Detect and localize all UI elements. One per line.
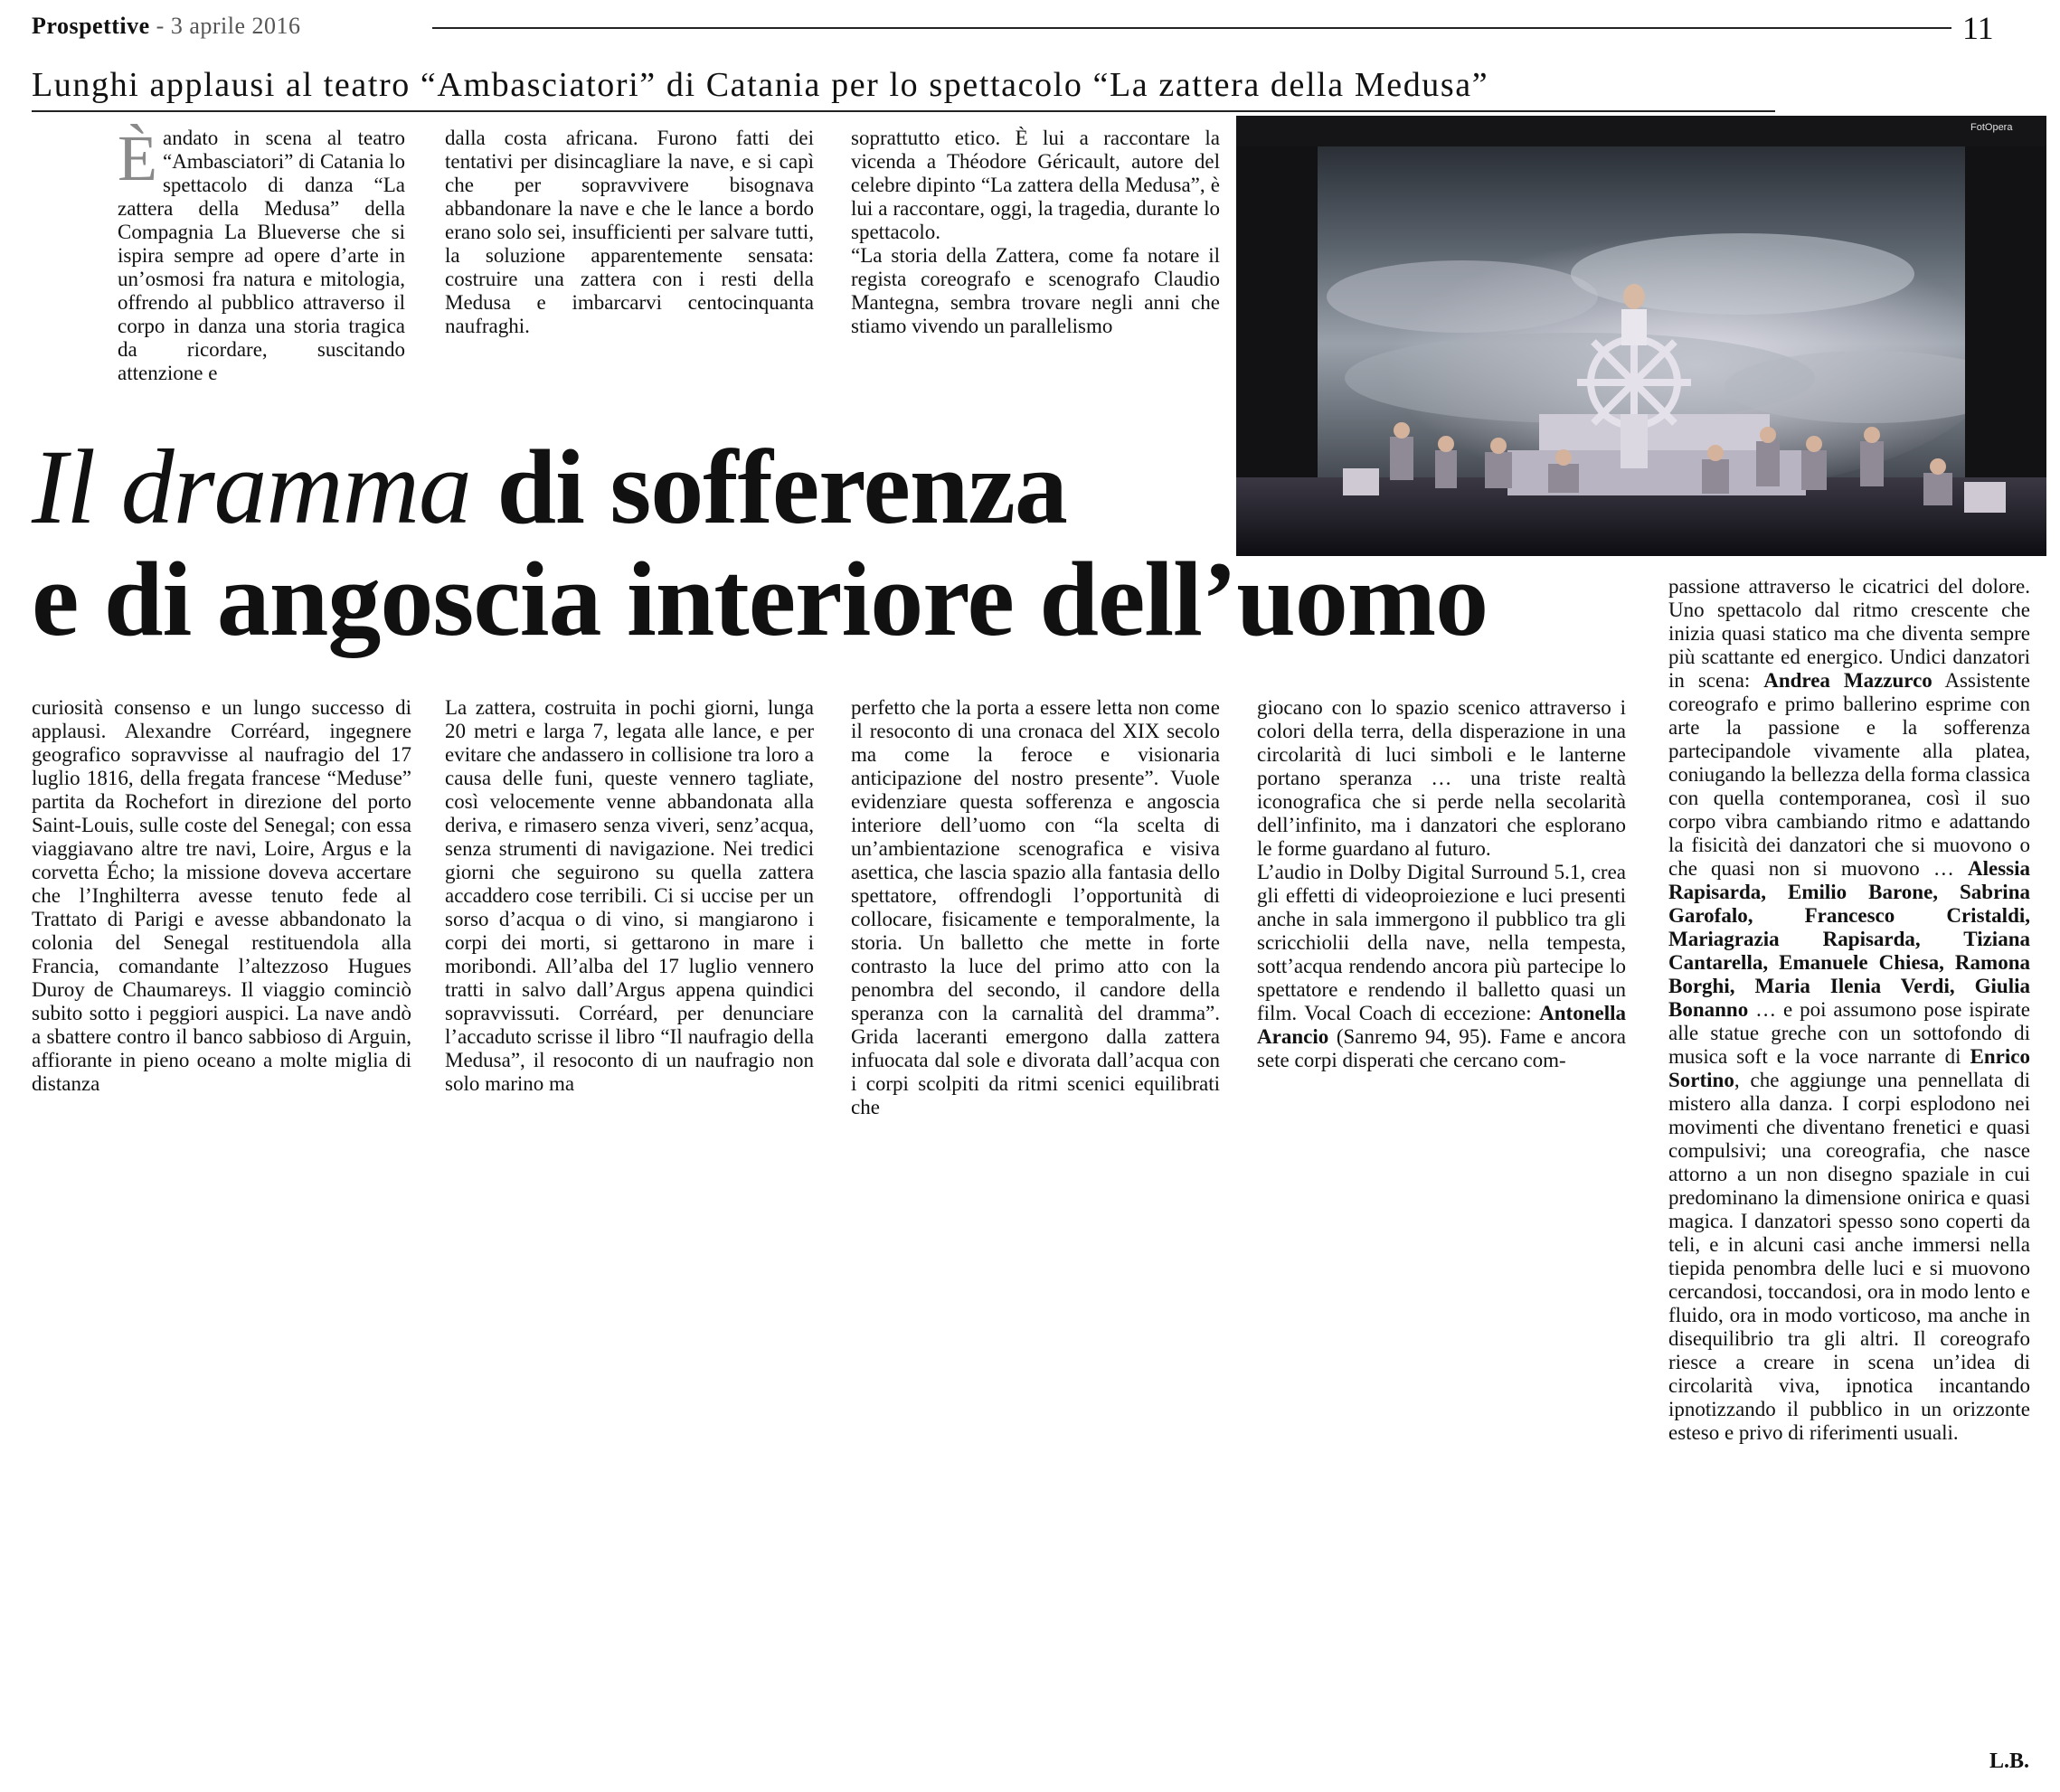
body-text-5: passione attraverso le cicatrici del dolore. Uno spettacolo dal ritmo crescente che inizia quasi statico ma che diventa sempre più scattante ed energico. Undici danzatori in scena: Andrea Mazzurco Assistente coreografo e primo ballerino esprime con arte la passione e la sofferenza partecipandole vivamente alla platea, coniugando la bellezza della forma classica con quella contemporanea, così il suo corpo vibra cambiando ritmo e adattando la fisicità dei danzatori che si muovono o che quasi non si muovono … Alessia Rapisarda, Emilio Barone, Sabrina Garofalo, Francesco Cristaldi, Mariagrazia Rapisarda, Tiziana Cantarella, Emanuele Chiesa, Ramona Borghi, Maria Ilenia Verdi, Giulia Bonanno … e poi assumono pose ispirate alle statue greche con un sottofondo di musica soft e la voce narrante di Enrico Sortino, che aggiunge una pennellata di mistero alla danza. I corpi esplodono nei movimenti che diventano frenetici e quasi compulsivi; una coreografia, che nasce attorno a un non disegno spaziale in cui predominano la dimensione onirica e quasi magica. I danzatori spesso sono coperti da teli, e in alcuni casi anche immersi nella tiepida penombra delle luci e si muovono cercandosi, toccandosi, ora in modo lento e fluido, ora in modo vorticoso, ma anche in disequilibrio tra gli altri. Il coreografo riesce a creare in scena un’idea di circolarità viva, ipnotica incantando ipnotizzando il pubblico in un orizzonte esteso e privo di riferimenti usuali.	[1668, 575, 2030, 1444]
publication-date: - 3 aprile 2016	[156, 13, 301, 39]
body-column-3	[851, 696, 1220, 1119]
lead-column-1	[118, 122, 405, 385]
narrator-name: Enrico Sortino	[1668, 1045, 2030, 1091]
author-signature: L.B.	[1989, 1750, 2030, 1773]
body-text-1: curiosità consenso e un lungo successo di applausi. Alexandre Corréard, ingegnere geografico sopravvisse al naufragio del 17 luglio 1816, della fregata francese “Meduse” partita da Rochefort in direzione del porto Saint-Louis, sulle coste del Senegal; con essa viaggiavano altre tre navi, Loire, Argus e la corvetta Écho; la missione doveva accertare che l’Inghilterra avesse tenuto fede al Trattato di Parigi e avesse abbandonato la colonia del Senegal restituendola alla Francia, comandante l’altezzoso Hugues Duroy de Chaumareys. Il viaggio cominciò subito sotto i peggiori auspici. La nave andò a sbattere contro il banco sabbioso di Arguin, affiorante in pieno oceano a molte miglia di distanza	[32, 696, 411, 1095]
lead-text-3a: soprattutto etico. È lui a raccontare la vicenda a Théodore Géricault, autore del celebre dipinto “La zattera della Medusa”, è lui a raccontare, oggi, la tragedia, durante lo spettacolo.	[851, 127, 1220, 243]
headline-bold-1: di sofferenza	[496, 428, 1067, 546]
body-text-2: La zattera, costruita in pochi giorni, lunga 20 metri e larga 7, legata alle lance, e per evitare che andassero in collisione tra loro a causa delle funi, queste vennero tagliate, così velocemente venne abbandonata alla deriva, e rimasero senza viveri, senz’acqua, senza strumenti di navigazione. Nei tredici giorni che seguirono su quella zattera accaddero cose terribili. Ci si uccise per un sorso d’acqua o di vino, si mangiarono i corpi dei morti, si gettarono in mare i moribondi. All’alba del 17 luglio vennero tratti in salvo dall’Argus appena quindici sopravvissuti. Corréard, per denunciare l’accaduto scrisse il libro “Il naufragio della Medusa”, il resoconto di un naufragio non solo marino ma	[445, 696, 814, 1095]
body-column-5	[1668, 575, 2030, 1445]
headline-line-2: e di angoscia interiore dell’uomo	[32, 540, 1488, 658]
dancer-names: Alessia Rapisarda, Emilio Barone, Sabrina Garofalo, Francesco Cristaldi, Mariagrazia Rapisarda, Tiziana Cantarella, Emanuele Chiesa, Ramona Borghi, Maria Ilenia Verdi, Giulia Bonanno	[1668, 857, 2030, 1021]
lead-column-3	[851, 127, 1220, 338]
kicker-rule	[32, 110, 1775, 112]
publication-name: Prospettive	[32, 13, 150, 39]
body-text-4a: giocano con lo spazio scenico attraverso i colori della terra, della disperazione in una circolarità di luci simboli e le lanterne portano speranza … una triste realtà iconografica che si perde nella secolarità dell’infinito, ma i danzatori che esplorano le forme guardano al futuro.	[1257, 696, 1626, 860]
body-column-4	[1257, 696, 1626, 1072]
lead-text-1: andato in scena al teatro “Ambasciatori” di Catania lo spettacolo di danza “La zattera della Medusa” della Compagnia La Blueverse che si ispira sempre ad opere d’arte in un’osmosi fra natura e mitologia, offrendo al pubblico attraverso il corpo in danza una storia tragica da ricordare, suscitando attenzione e	[118, 127, 405, 384]
body-column-2	[445, 696, 814, 1096]
page-number: 11	[1962, 10, 1994, 46]
article-kicker: Lunghi applausi al teatro “Ambasciatori” di Catania per lo spettacolo “La zattera della Medusa”	[32, 66, 1489, 104]
body-column-1	[32, 696, 411, 1096]
lead-column-2	[445, 127, 814, 338]
body-text-4b: L’audio in Dolby Digital Surround 5.1, crea gli effetti di videoproiezione e luci presenti anche in sala immergono il pubblico tra gli scricchiolii della nave, nella tempesta, sott’acqua rendendo ancora più partecipe lo spettatore e rendendo il balletto quasi un film. Vocal Coach di eccezione: Antonella Arancio (Sanremo 94, 95). Fame e ancora sete corpi disperati che cercano com-	[1257, 861, 1626, 1071]
vocal-coach-name: Antonella Arancio	[1257, 1002, 1626, 1048]
lead-text-2: dalla costa africana. Furono fatti dei tentativi per disincagliare la nave, e si capì che per sopravvivere bisognava abbandonare la nave e che le lance a bordo erano solo sei, insufficienti per salvare tutti, la soluzione apparentemente sensata: costruire una zattera con i resti della Medusa e imbarcarvi centocinquanta naufraghi.	[445, 127, 814, 337]
body-text-3: perfetto che la porta a essere letta non come il resoconto di una cronaca del XIX secolo ma come la feroce e visionaria anticipazione del nostro presente”. Vuole evidenziare questa sofferenza e angoscia interiore dell’uomo con “la scelta di un’ambientazione scenografica e visiva asettica, che lascia spazio alla fantasia dello spettatore, offrendogli l’opportunità di collocare, fisicamente e temporalmente, la storia. Un balletto che mette in forte contrasto la luce del primo atto con la penombra del secondo, il candore della speranza con la carnalità del dramma”. Grida laceranti emergono dalla zattera infuocata dal sole e divorata dall’acqua con i corpi scolpiti da ritmi scenici equilibrati che	[851, 696, 1220, 1118]
drop-cap: È	[118, 122, 157, 194]
headline-italic: Il dramma	[32, 428, 471, 546]
stage-photo	[1236, 116, 2046, 556]
lead-text-3b: “La storia della Zattera, come fa notare il regista coreografo e scenografo Claudio Mantegna, sembra trovare negli anni che stiamo vivendo un parallelismo	[851, 244, 1220, 337]
page-header	[32, 13, 301, 40]
photo-credit: FotOpera	[1970, 122, 2013, 133]
header-rule	[432, 27, 1951, 29]
headline-line-1	[32, 428, 1067, 546]
dancer-name: Andrea Mazzurco	[1763, 669, 1932, 692]
